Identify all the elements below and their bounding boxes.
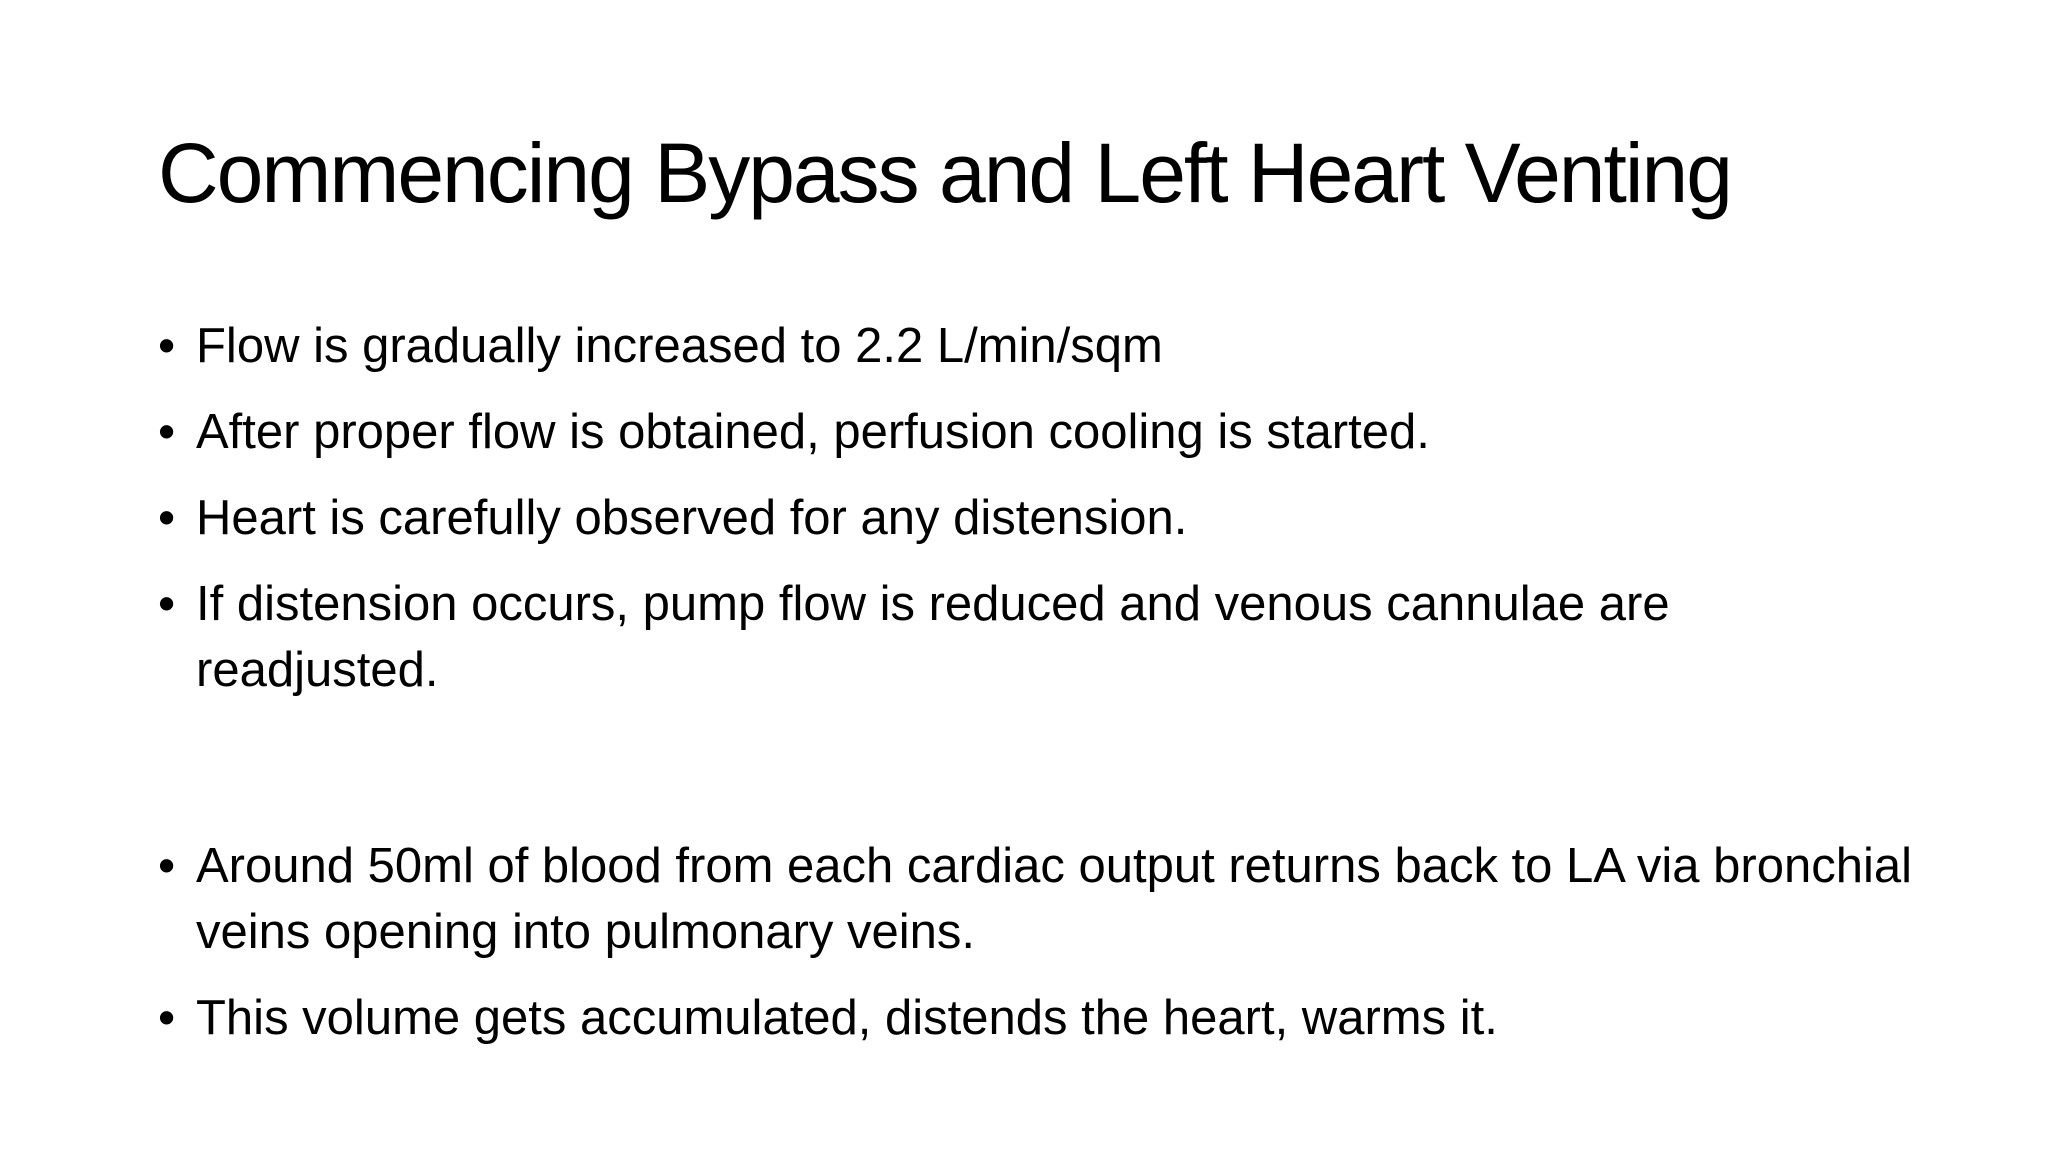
bullet-point-icon: • <box>158 839 176 893</box>
bullet-list <box>158 313 1918 1071</box>
bullet-text: Around 50ml of blood from each cardiac output returns back to LA via bronchial veins opening into pulmonary veins. <box>196 839 1912 959</box>
bullet-item <box>158 985 1918 1051</box>
bullet-point-icon: • <box>158 319 176 373</box>
bullet-item <box>158 313 1918 379</box>
bullet-item <box>158 399 1918 465</box>
bullet-point-icon: • <box>158 491 176 545</box>
bullet-item <box>158 485 1918 551</box>
bullet-point-icon: • <box>158 577 176 631</box>
bullet-point-icon: • <box>158 405 176 459</box>
bullet-text: If distension occurs, pump flow is reduced and venous cannulae are readjusted. <box>196 577 1670 697</box>
bullet-point-icon: • <box>158 991 176 1045</box>
bullet-text: Flow is gradually increased to 2.2 L/min/sqm <box>196 319 1163 373</box>
bullet-text: Heart is carefully observed for any distension. <box>196 491 1188 545</box>
bullet-item <box>158 571 1918 703</box>
bullet-text: After proper flow is obtained, perfusion cooling is started. <box>196 405 1430 459</box>
bullet-item <box>158 833 1918 965</box>
bullet-text: This volume gets accumulated, distends the heart, warms it. <box>196 991 1498 1045</box>
slide-title: Commencing Bypass and Left Heart Venting <box>158 126 1731 220</box>
